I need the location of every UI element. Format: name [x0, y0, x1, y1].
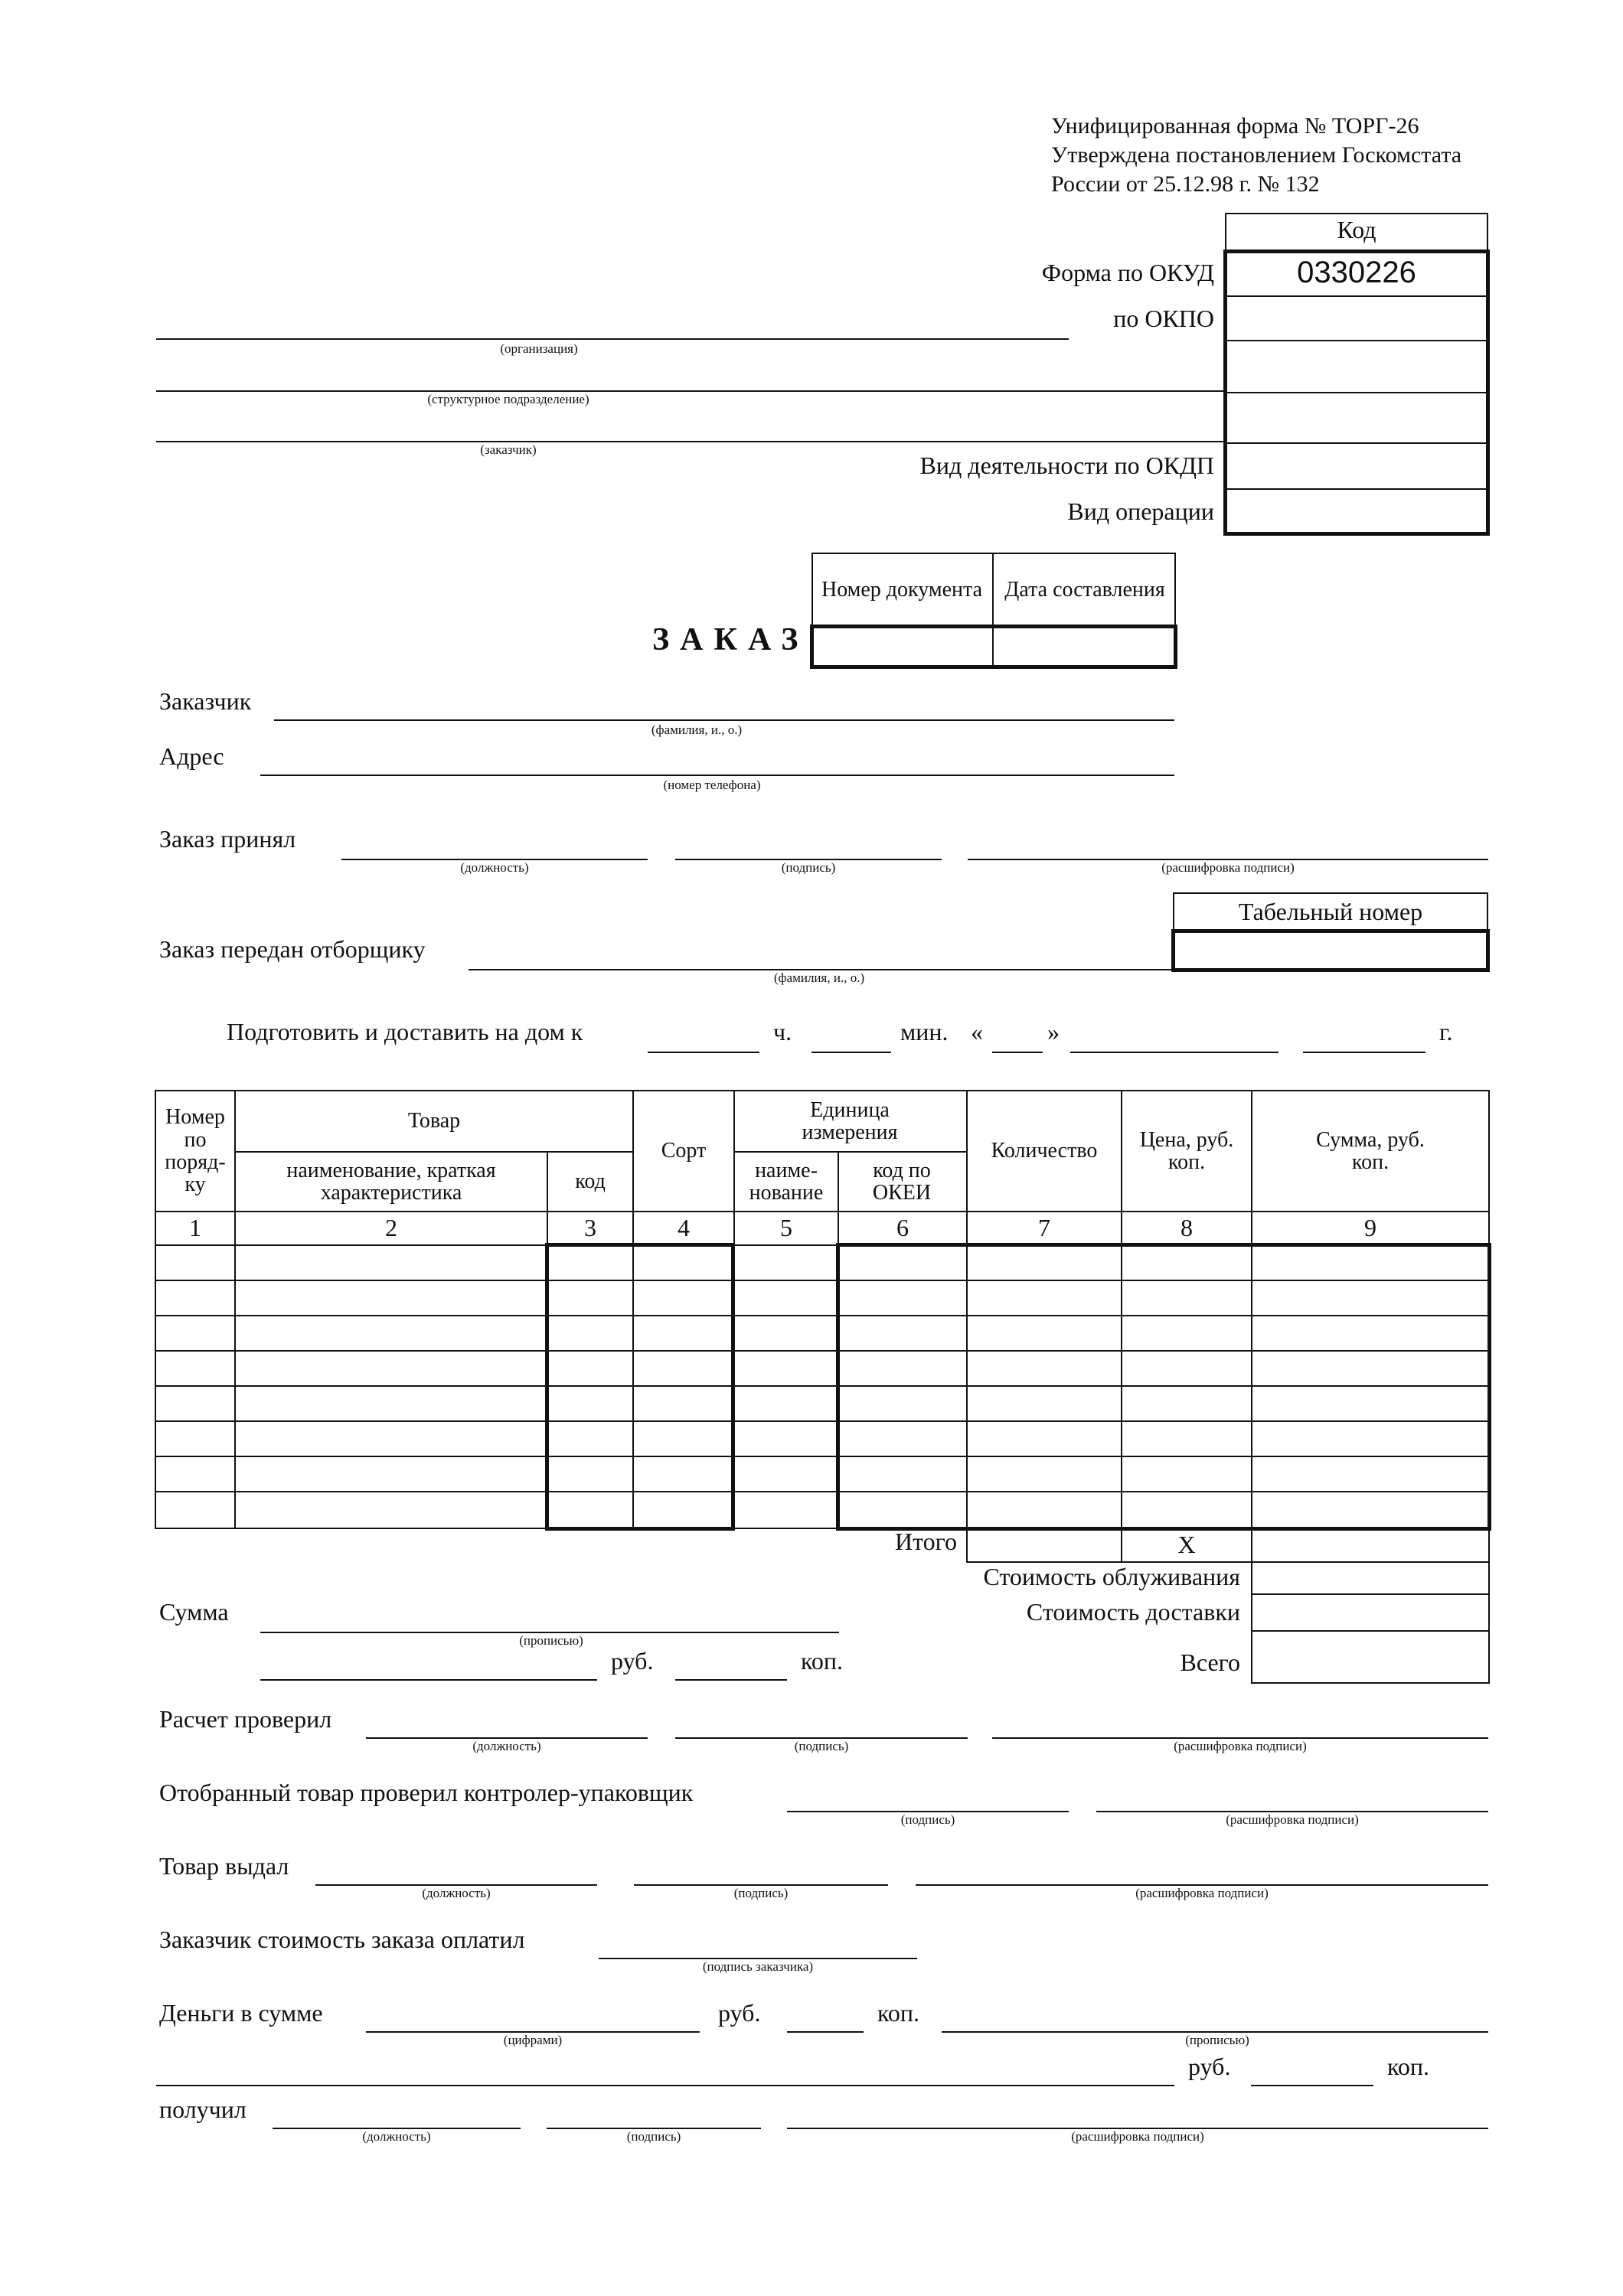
issued-position-caption: (должность)	[422, 1886, 491, 1900]
address-label: Адрес	[159, 742, 224, 770]
col-unit-header: Единица измерения	[802, 1097, 898, 1144]
issued-label: Товар выдал	[159, 1852, 289, 1880]
money-label: Деньги в сумме	[159, 1999, 323, 2027]
received-decoding-caption: (расшифровка подписи)	[1071, 2129, 1204, 2144]
customer-caption: (заказчик)	[480, 442, 537, 457]
okud-label: Форма по ОКУД	[1041, 259, 1214, 286]
delivery-year-line[interactable]	[1303, 1052, 1425, 1053]
doc-date-header: Дата составления	[1004, 578, 1165, 602]
sum-words-caption: (прописью)	[519, 1633, 583, 1648]
sum-label: Сумма	[159, 1598, 229, 1626]
col-number-header: Номер по поряд-ку	[165, 1105, 226, 1197]
open-quote: «	[971, 1018, 983, 1045]
picker-label: Заказ передан отборщику	[159, 935, 426, 963]
col-index-5: 5	[780, 1214, 792, 1242]
col-grade-header: Сорт	[661, 1139, 707, 1163]
col-index-1: 1	[189, 1214, 201, 1242]
money-kop2-label: коп.	[1387, 2053, 1430, 2080]
col-index-4: 4	[678, 1214, 690, 1242]
doc-value-box[interactable]	[810, 625, 1177, 669]
col-index-6: 6	[896, 1214, 909, 1242]
doc-number-header: Номер документа	[821, 578, 983, 602]
col-index-2: 2	[385, 1214, 397, 1242]
form-title: ЗАКАЗ	[652, 622, 809, 657]
delivery-day-line[interactable]	[992, 1052, 1043, 1053]
received-signature-caption: (подпись)	[626, 2129, 681, 2144]
checked-signature-caption: (подпись)	[794, 1739, 849, 1753]
division-caption: (структурное подразделение)	[427, 392, 589, 406]
sum-rub-label: руб.	[611, 1647, 654, 1675]
okdp-label: Вид деятельности по ОКДП	[919, 452, 1214, 479]
itogo-label: Итого	[895, 1528, 957, 1555]
money-digits-caption: (цифрами)	[503, 2033, 563, 2047]
accepted-decoding-caption: (расшифровка подписи)	[1161, 860, 1295, 875]
packer-label: Отобранный товар проверил контролер-упаковщик	[159, 1779, 694, 1806]
col-index-8: 8	[1181, 1214, 1193, 1242]
approval-date-line: России от 25.12.98 г. № 132	[1051, 171, 1320, 197]
checked-position-caption: (должность)	[472, 1739, 541, 1753]
okud-value[interactable]: 0330226	[1297, 256, 1416, 289]
phone-caption: (номер телефона)	[663, 778, 761, 792]
tab-number-box[interactable]	[1171, 929, 1490, 972]
col-index-3: 3	[584, 1214, 596, 1242]
col-qty-header: Количество	[991, 1139, 1098, 1163]
received-position-caption: (должность)	[362, 2129, 431, 2144]
code-grade-frame	[545, 1243, 735, 1531]
address-line[interactable]	[260, 775, 1174, 776]
delivery-hours-line[interactable]	[648, 1052, 759, 1053]
delivery-month-line[interactable]	[1070, 1052, 1278, 1053]
accepted-position-caption: (должность)	[460, 860, 529, 875]
col-unit-name-header: наиме-нование	[749, 1158, 824, 1205]
issued-signature-caption: (подпись)	[733, 1886, 789, 1900]
totals-box	[1251, 1561, 1490, 1684]
issued-decoding-caption: (расшифровка подписи)	[1135, 1886, 1269, 1900]
form-number-line: Унифицированная форма № ТОРГ-26	[1051, 113, 1419, 139]
money-kop-line[interactable]	[787, 2031, 864, 2033]
packer-decoding-caption: (расшифровка подписи)	[1226, 1812, 1359, 1827]
total-label: Всего	[1180, 1649, 1240, 1676]
customer-name-line[interactable]	[274, 719, 1174, 721]
code-header: Код	[1337, 216, 1376, 243]
accepted-label: Заказ принял	[159, 825, 296, 853]
delivery-year-label: г.	[1439, 1018, 1453, 1045]
col-index-9: 9	[1364, 1214, 1376, 1242]
delivery-hours-label: ч.	[773, 1018, 792, 1045]
organization-line[interactable]	[156, 338, 1069, 340]
packer-signature-caption: (подпись)	[900, 1812, 955, 1827]
service-cost-label: Стоимость облуживания	[983, 1563, 1240, 1590]
col-price-header: Цена, руб. коп.	[1139, 1127, 1234, 1174]
sum-kop-label: коп.	[801, 1647, 844, 1675]
col-sum-header: Сумма, руб. коп.	[1316, 1127, 1425, 1174]
accepted-signature-caption: (подпись)	[781, 860, 836, 875]
paid-label: Заказчик стоимость заказа оплатил	[159, 1926, 525, 1953]
okpo-label: по ОКПО	[1113, 305, 1214, 332]
col-code-header: код	[575, 1169, 606, 1194]
sum-kop-line[interactable]	[675, 1679, 787, 1681]
col-index-7: 7	[1038, 1214, 1050, 1242]
money-rub2-label: руб.	[1188, 2053, 1231, 2080]
tab-number-label: Табельный номер	[1238, 898, 1423, 926]
checked-label: Расчет проверил	[159, 1705, 332, 1733]
picker-name-caption: (фамилия, и., о.)	[773, 970, 865, 985]
delivery-label: Подготовить и доставить на дом к	[227, 1018, 583, 1045]
customer-name-caption: (фамилия, и., о.)	[651, 722, 743, 737]
okei-sum-frame	[836, 1243, 1491, 1531]
close-quote: »	[1047, 1018, 1060, 1045]
operation-label: Вид операции	[1067, 497, 1214, 525]
col-unit-okei-header: код по ОКЕИ	[872, 1158, 932, 1205]
paid-signature-caption: (подпись заказчика)	[702, 1959, 814, 1974]
itogo-x-mark: X	[1177, 1531, 1196, 1559]
col-name-header: наименование, краткая характеристика	[286, 1158, 496, 1205]
received-label: получил	[159, 2095, 247, 2123]
customer-label: Заказчик	[159, 687, 252, 715]
sum-words-line-2[interactable]	[260, 1679, 597, 1681]
col-goods-header: Товар	[407, 1109, 461, 1133]
delivery-minutes-label: мин.	[900, 1018, 949, 1045]
approval-line: Утверждена постановлением Госкомстата	[1051, 142, 1462, 168]
money-rub-label: руб.	[718, 1999, 761, 2027]
delivery-minutes-line[interactable]	[812, 1052, 891, 1053]
money-words-caption: (прописью)	[1185, 2033, 1249, 2047]
money-kop2-line[interactable]	[1251, 2085, 1373, 2086]
money-words-line-2[interactable]	[156, 2085, 1174, 2086]
checked-decoding-caption: (расшифровка подписи)	[1174, 1739, 1307, 1753]
money-kop-label: коп.	[877, 1999, 920, 2027]
organization-caption: (организация)	[500, 341, 578, 356]
delivery-cost-label: Стоимость доставки	[1026, 1598, 1240, 1626]
